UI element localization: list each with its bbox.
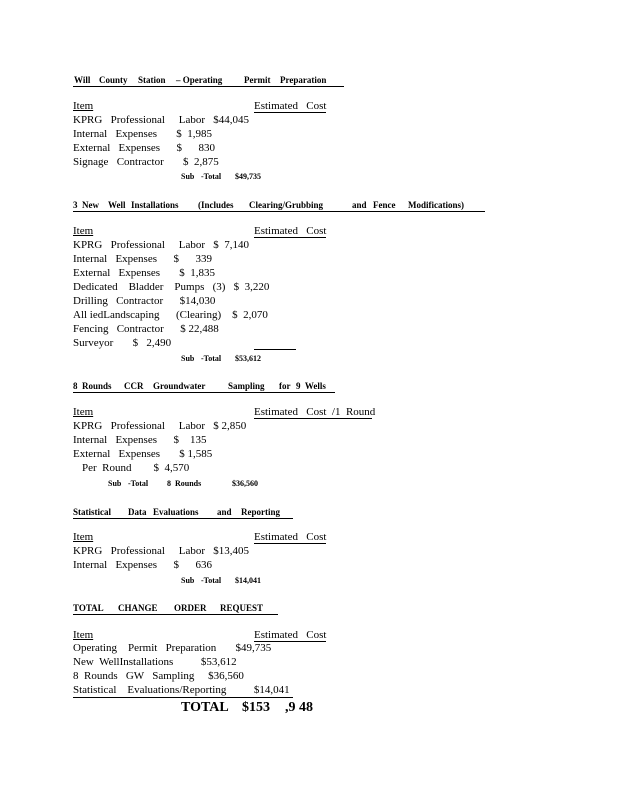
line-item: Internal Expenses $ 636 xyxy=(73,559,212,571)
subtotal-value: $53,612 xyxy=(235,354,261,363)
section-header-underline xyxy=(73,518,293,519)
column-cost-heading: Estimated Cost xyxy=(254,531,327,543)
line-item: Internal Expenses $ 1,985 xyxy=(73,128,212,140)
section-header-word: – Operating xyxy=(176,75,223,85)
section-header-underline xyxy=(73,614,278,615)
section-header-word: Data xyxy=(128,507,147,517)
section-header-word: (Includes xyxy=(198,200,234,210)
line-item: KPRG Professional Labor $ 2,850 xyxy=(73,420,247,432)
column-cost-heading: Estimated Cost xyxy=(254,225,327,237)
grand-total-value: $153 xyxy=(242,700,270,715)
section-header-word: Sampling xyxy=(228,381,265,391)
section-header-word: for xyxy=(279,381,291,391)
line-item: External Expenses $ 1,585 xyxy=(73,448,213,460)
section-header-underline xyxy=(73,211,485,212)
line-item: Drilling Contractor $14,030 xyxy=(73,295,216,307)
line-item: Signage Contractor $ 2,875 xyxy=(73,156,219,168)
line-item: KPRG Professional Labor $ 7,140 xyxy=(73,239,249,251)
line-item: Fencing Contractor $ 22,488 xyxy=(73,323,219,335)
summary-row: 8 Rounds GW Sampling $36,560 xyxy=(73,670,244,682)
column-cost-heading: Estimated Cost /1 Round xyxy=(254,406,376,418)
subtotal-label: Sub xyxy=(108,479,122,488)
line-item: All iedLandscaping (Clearing) $ 2,070 xyxy=(73,309,268,321)
line-item: Dedicated Bladder Pumps (3) $ 3,220 xyxy=(73,281,270,293)
column-item-heading: Item xyxy=(73,100,94,112)
section-header-word: Fence xyxy=(373,200,396,210)
subtotal-label: -Total xyxy=(201,172,222,181)
section-header-word: TOTAL xyxy=(73,603,104,613)
section-header-word: Permit xyxy=(244,75,271,85)
section-header-word: CCR xyxy=(124,381,144,391)
subtotal-rule xyxy=(254,349,296,350)
line-item: Surveyor $ 2,490 xyxy=(73,337,172,349)
section-header-word: CHANGE xyxy=(118,603,158,613)
column-item-heading: Item xyxy=(73,225,94,237)
cost-heading-underline xyxy=(254,418,372,419)
section-header-word: Station xyxy=(138,75,166,85)
section-header-word: Reporting xyxy=(241,507,280,517)
subtotal-value: $36,560 xyxy=(232,479,258,488)
summary-row: Operating Permit Preparation $49,735 xyxy=(73,642,272,654)
column-item-heading: Item xyxy=(73,629,94,641)
section-header-word: Clearing/Grubbing xyxy=(249,200,324,210)
summary-row: New WellInstallations $53,612 xyxy=(73,656,237,668)
column-item-heading: Item xyxy=(73,406,94,418)
column-cost-heading: Estimated Cost xyxy=(254,629,327,641)
subtotal-label: 8 Rounds xyxy=(167,479,202,488)
line-item: KPRG Professional Labor $13,405 xyxy=(73,545,249,557)
section-header-word: ORDER xyxy=(174,603,207,613)
subtotal-label: -Total xyxy=(201,354,222,363)
column-cost-heading: Estimated Cost xyxy=(254,100,327,112)
line-item: External Expenses $ 1,835 xyxy=(73,267,216,279)
section-header-word: County xyxy=(99,75,128,85)
subtotal-value: $49,735 xyxy=(235,172,261,181)
summary-underline xyxy=(73,697,293,698)
subtotal-label: -Total xyxy=(201,576,222,585)
subtotal-label: Sub xyxy=(181,354,195,363)
summary-row: Statistical Evaluations/Reporting $14,041 xyxy=(73,684,290,696)
section-header-word: Evaluations xyxy=(153,507,199,517)
section-header-word: and xyxy=(217,507,232,517)
grand-total-label: TOTAL xyxy=(181,700,229,715)
cost-heading-underline xyxy=(254,543,326,544)
section-header-word: Groundwater xyxy=(153,381,206,391)
subtotal-label: -Total xyxy=(128,479,149,488)
section-header-word: Will xyxy=(74,75,91,85)
section-header-underline xyxy=(73,392,335,393)
section-header-word: Installations xyxy=(131,200,179,210)
section-header-word: REQUEST xyxy=(220,603,264,613)
line-item: KPRG Professional Labor $44,045 xyxy=(73,114,249,126)
cost-heading-underline xyxy=(254,237,326,238)
subtotal-label: Sub xyxy=(181,172,195,181)
section-header-word: Modifications) xyxy=(408,200,464,210)
section-header-word: and xyxy=(352,200,367,210)
column-item-heading: Item xyxy=(73,531,94,543)
section-header-word: Well xyxy=(108,200,126,210)
line-item: Internal Expenses $ 339 xyxy=(73,253,212,265)
subtotal-label: Sub xyxy=(181,576,195,585)
section-header-word: 3 New xyxy=(73,200,99,210)
line-item: Internal Expenses $ 135 xyxy=(73,434,207,446)
section-header-word: Preparation xyxy=(280,75,327,85)
line-item: Per Round $ 4,570 xyxy=(82,462,190,474)
line-item: External Expenses $ 830 xyxy=(73,142,216,154)
section-header-underline xyxy=(73,86,344,87)
subtotal-value: $14,041 xyxy=(235,576,261,585)
section-header-word: 9 Wells xyxy=(296,381,326,391)
grand-total-value-cont: ,9 48 xyxy=(285,700,313,715)
section-header-word: 8 Rounds xyxy=(73,381,112,391)
section-header-word: Statistical xyxy=(73,507,111,517)
cost-heading-underline xyxy=(254,112,326,113)
